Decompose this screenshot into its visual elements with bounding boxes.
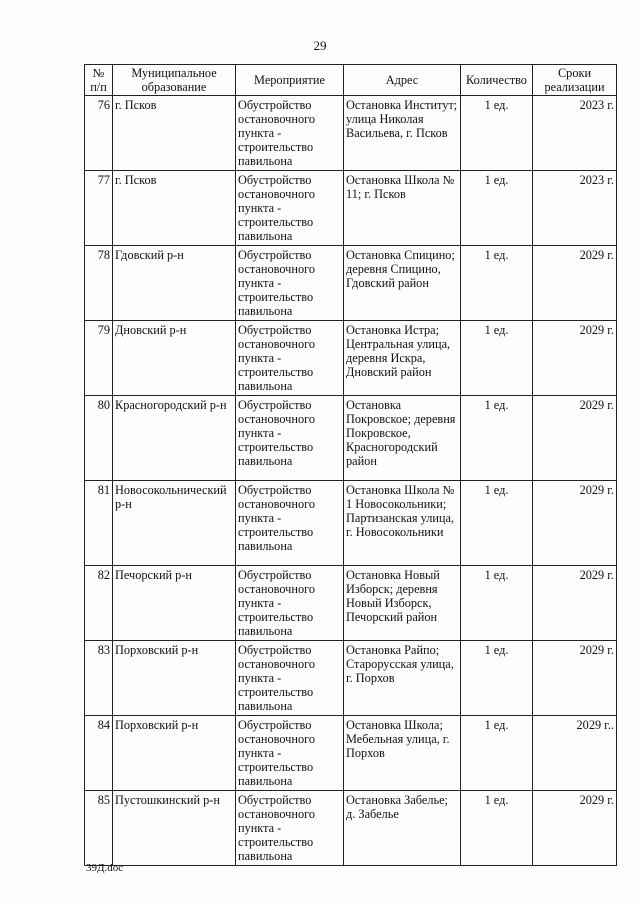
cell-event: Обустройство остановочного пункта - строительство павильона bbox=[236, 246, 344, 321]
cell-event: Обустройство остановочного пункта - строительство павильона bbox=[236, 566, 344, 641]
header-term: Сроки реализации bbox=[533, 65, 617, 96]
header-event: Мероприятие bbox=[236, 65, 344, 96]
cell-num: 80 bbox=[85, 396, 113, 481]
header-municipality: Муниципальное образование bbox=[113, 65, 236, 96]
cell-address: Остановка Покровское; деревня Покровское, Красногородский район bbox=[344, 396, 461, 481]
cell-term: 2023 г. bbox=[533, 96, 617, 171]
cell-num: 79 bbox=[85, 321, 113, 396]
cell-num: 81 bbox=[85, 481, 113, 566]
cell-term: 2029 г. bbox=[533, 396, 617, 481]
cell-quantity: 1 ед. bbox=[461, 171, 533, 246]
table-row bbox=[85, 481, 617, 566]
events-table bbox=[84, 64, 617, 866]
cell-num: 76 bbox=[85, 96, 113, 171]
cell-event: Обустройство остановочного пункта - строительство павильона bbox=[236, 171, 344, 246]
cell-address: Остановка Истра; Центральная улица, деревня Искра, Дновский район bbox=[344, 321, 461, 396]
cell-quantity: 1 ед. bbox=[461, 641, 533, 716]
cell-quantity: 1 ед. bbox=[461, 481, 533, 566]
cell-event: Обустройство остановочного пункта - строительство павильона bbox=[236, 396, 344, 481]
cell-term: 2029 г. bbox=[533, 566, 617, 641]
table-row bbox=[85, 96, 617, 171]
table-row bbox=[85, 716, 617, 791]
cell-municipality: Пустошкинский р-н bbox=[113, 791, 236, 866]
cell-term: 2029 г. bbox=[533, 321, 617, 396]
cell-num: 85 bbox=[85, 791, 113, 866]
table-row bbox=[85, 396, 617, 481]
table-row bbox=[85, 171, 617, 246]
cell-quantity: 1 ед. bbox=[461, 566, 533, 641]
table-row bbox=[85, 791, 617, 866]
table-row bbox=[85, 566, 617, 641]
cell-term: 2029 г.. bbox=[533, 716, 617, 791]
cell-municipality: Гдовский р-н bbox=[113, 246, 236, 321]
cell-num: 78 bbox=[85, 246, 113, 321]
cell-address: Остановка Школа № 11; г. Псков bbox=[344, 171, 461, 246]
table-row bbox=[85, 641, 617, 716]
cell-num: 83 bbox=[85, 641, 113, 716]
cell-event: Обустройство остановочного пункта - строительство павильона bbox=[236, 321, 344, 396]
cell-term: 2023 г. bbox=[533, 171, 617, 246]
header-address: Адрес bbox=[344, 65, 461, 96]
cell-municipality: Красногородский р-н bbox=[113, 396, 236, 481]
header-quantity: Количество bbox=[461, 65, 533, 96]
table-row bbox=[85, 321, 617, 396]
header-num: № п/п bbox=[85, 65, 113, 96]
cell-quantity: 1 ед. bbox=[461, 791, 533, 866]
cell-term: 2029 г. bbox=[533, 641, 617, 716]
cell-municipality: г. Псков bbox=[113, 96, 236, 171]
cell-address: Остановка Райпо; Старорусская улица, г. Порхов bbox=[344, 641, 461, 716]
cell-num: 84 bbox=[85, 716, 113, 791]
cell-municipality: Печорский р-н bbox=[113, 566, 236, 641]
cell-address: Остановка Новый Изборск; деревня Новый Изборск, Печорский район bbox=[344, 566, 461, 641]
cell-quantity: 1 ед. bbox=[461, 716, 533, 791]
page-number: 29 bbox=[313, 38, 327, 53]
table-row bbox=[85, 246, 617, 321]
cell-municipality: Порховский р-н bbox=[113, 641, 236, 716]
cell-municipality: Дновский р-н bbox=[113, 321, 236, 396]
table-header-row bbox=[85, 65, 617, 96]
cell-event: Обустройство остановочного пункта - строительство павильона bbox=[236, 716, 344, 791]
cell-address: Остановка Школа; Мебельная улица, г. Порхов bbox=[344, 716, 461, 791]
cell-address: Остановка Забелье; д. Забелье bbox=[344, 791, 461, 866]
cell-term: 2029 г. bbox=[533, 246, 617, 321]
cell-quantity: 1 ед. bbox=[461, 321, 533, 396]
cell-address: Остановка Школа № 1 Новосокольники; Партизанская улица, г. Новосокольники bbox=[344, 481, 461, 566]
cell-event: Обустройство остановочного пункта - строительство павильона bbox=[236, 641, 344, 716]
cell-term: 2029 г. bbox=[533, 791, 617, 866]
cell-quantity: 1 ед. bbox=[461, 96, 533, 171]
cell-quantity: 1 ед. bbox=[461, 396, 533, 481]
cell-event: Обустройство остановочного пункта - строительство павильона bbox=[236, 96, 344, 171]
cell-municipality: Новосокольнический р-н bbox=[113, 481, 236, 566]
cell-term: 2029 г. bbox=[533, 481, 617, 566]
cell-municipality: г. Псков bbox=[113, 171, 236, 246]
footer-filename: 39Д.doc bbox=[86, 862, 124, 874]
cell-municipality: Порховский р-н bbox=[113, 716, 236, 791]
cell-quantity: 1 ед. bbox=[461, 246, 533, 321]
cell-num: 82 bbox=[85, 566, 113, 641]
cell-address: Остановка Институт; улица Николая Васильева, г. Псков bbox=[344, 96, 461, 171]
cell-event: Обустройство остановочного пункта - строительство павильона bbox=[236, 791, 344, 866]
cell-event: Обустройство остановочного пункта - строительство павильона bbox=[236, 481, 344, 566]
cell-address: Остановка Спицино; деревня Спицино, Гдовский район bbox=[344, 246, 461, 321]
cell-num: 77 bbox=[85, 171, 113, 246]
